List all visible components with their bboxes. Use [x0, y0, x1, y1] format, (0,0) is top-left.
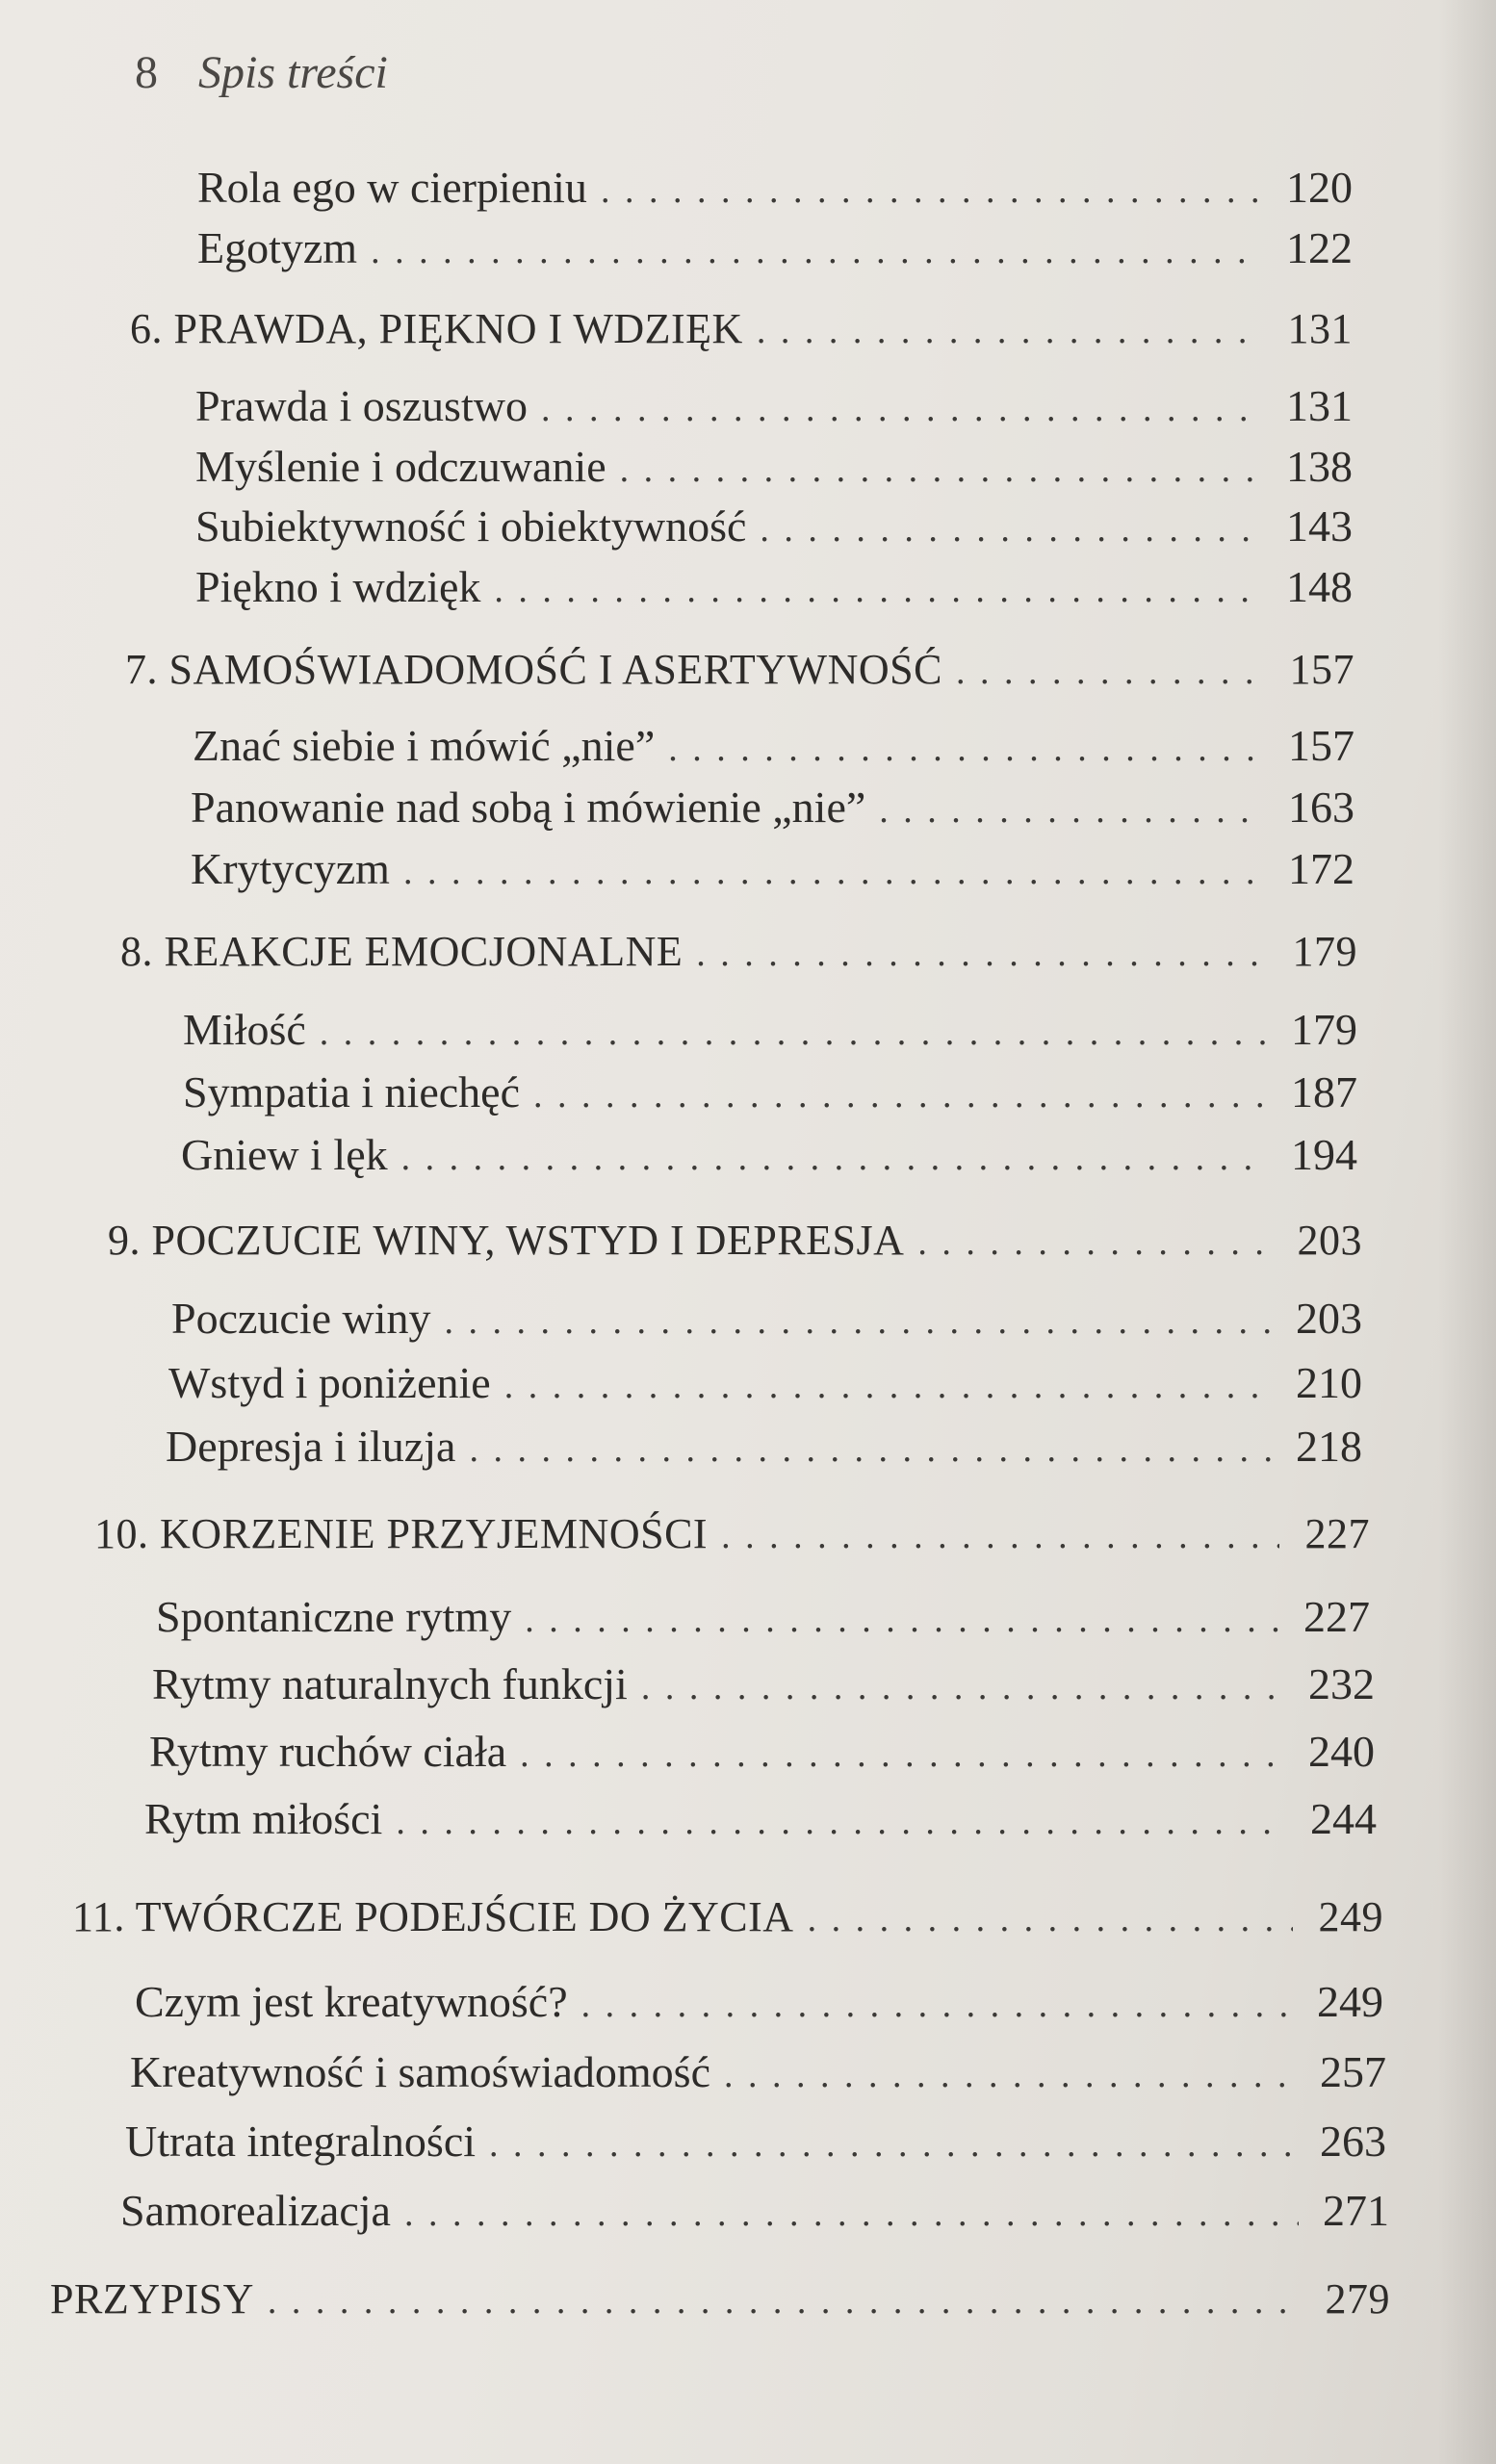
- chapter-page: 249: [1318, 1893, 1383, 1940]
- page-number: 8: [135, 47, 158, 98]
- entry-label: Krytycyzm: [191, 844, 390, 893]
- dot-leader: [956, 653, 1264, 693]
- chapter-page: 227: [1304, 1510, 1370, 1557]
- chapter-label: 8. REAKCJE EMOCJONALNE: [120, 928, 684, 975]
- chapter-page: 179: [1292, 928, 1357, 975]
- entry-label: Egotyzm: [197, 223, 358, 272]
- entry-page: 257: [1320, 2047, 1386, 2096]
- dot-leader: [696, 935, 1267, 975]
- entry-page: 179: [1291, 1005, 1357, 1054]
- entry-label: Depresja i iluzja: [166, 1422, 456, 1471]
- entry-label: Samorealizacja: [120, 2186, 391, 2235]
- entry-page: 244: [1310, 1794, 1377, 1843]
- dot-leader: [808, 1900, 1293, 1940]
- toc-chapter: [94, 1511, 1370, 1557]
- toc-subentry: [191, 783, 1354, 833]
- toc-subentry: [168, 1359, 1362, 1408]
- dot-leader: [520, 1735, 1284, 1776]
- entry-page: 227: [1303, 1592, 1370, 1641]
- entry-page: 172: [1288, 844, 1354, 893]
- chapter-label: 9. POCZUCIE WINY, WSTYD I DEPRESJA: [108, 1217, 905, 1264]
- entry-label: Kreatywność i samoświadomość: [130, 2047, 710, 2096]
- entry-page: 148: [1286, 562, 1353, 611]
- chapter-label: 10. KORZENIE PRZYJEMNOŚCI: [94, 1510, 709, 1557]
- dot-leader: [917, 1223, 1272, 1264]
- toc-subentry: [193, 722, 1354, 771]
- entry-page: 138: [1286, 442, 1353, 491]
- dot-leader: [760, 510, 1262, 551]
- toc-chapter: [130, 306, 1353, 352]
- toc-notes: [50, 2276, 1390, 2323]
- dot-leader: [404, 2194, 1299, 2235]
- dot-leader: [396, 1803, 1286, 1843]
- toc-subentry: [144, 1795, 1377, 1844]
- entry-page: 143: [1286, 501, 1353, 551]
- chapter-label: 6. PRAWDA, PIĘKNO I WDZIĘK: [130, 305, 743, 352]
- chapter-page: 203: [1297, 1217, 1362, 1264]
- entry-label: Utrata integralności: [125, 2117, 477, 2166]
- dot-leader: [504, 1367, 1272, 1407]
- entry-label: Spontaniczne rytmy: [156, 1592, 512, 1641]
- dot-leader: [620, 450, 1262, 491]
- toc-chapter: [125, 647, 1354, 693]
- entry-page: 131: [1286, 381, 1353, 430]
- toc-subentry: [120, 2187, 1389, 2236]
- toc-subentry: [149, 1728, 1375, 1777]
- entry-label: Gniew i lęk: [181, 1130, 388, 1179]
- toc-subentry: [152, 1660, 1375, 1709]
- dot-leader: [668, 730, 1264, 770]
- entry-page: 163: [1288, 783, 1354, 832]
- toc-subentry: [166, 1423, 1362, 1472]
- toc-subentry: [183, 1068, 1357, 1117]
- dot-leader: [724, 2056, 1296, 2096]
- dot-leader: [489, 2125, 1296, 2166]
- toc-subentry: [195, 563, 1353, 612]
- toc-chapter: [120, 929, 1357, 975]
- toc-subentry: [191, 845, 1354, 894]
- running-title: Spis treści: [198, 47, 388, 98]
- entry-label: Panowanie nad sobą i mówienie „nie”: [191, 783, 866, 832]
- dot-leader: [879, 791, 1264, 832]
- entry-page: 249: [1317, 1977, 1383, 2026]
- dot-leader: [581, 1986, 1293, 2026]
- toc-subentry: [197, 224, 1353, 273]
- entry-label: Myślenie i odczuwanie: [195, 442, 606, 491]
- toc-subentry: [195, 502, 1353, 552]
- toc-subentry: [156, 1593, 1370, 1642]
- toc-subentry: [195, 382, 1353, 431]
- dot-leader: [469, 1430, 1272, 1471]
- toc-subentry: [171, 1295, 1362, 1344]
- chapter-label: 11. TWÓRCZE PODEJŚCIE DO ŻYCIA: [72, 1893, 794, 1940]
- running-head: [135, 46, 388, 99]
- toc-subentry: [181, 1131, 1357, 1180]
- entry-page: 271: [1323, 2186, 1389, 2235]
- dot-leader: [403, 853, 1264, 893]
- entry-label: Rytmy naturalnych funkcji: [152, 1659, 628, 1708]
- toc-chapter: [108, 1218, 1362, 1264]
- dot-leader: [541, 390, 1262, 430]
- entry-page: 232: [1308, 1659, 1375, 1708]
- toc-subentry: [197, 164, 1353, 213]
- entry-label: Czym jest kreatywność?: [135, 1977, 568, 2026]
- dot-leader: [401, 1139, 1267, 1179]
- dot-leader: [601, 171, 1262, 212]
- entry-label: Prawda i oszustwo: [195, 381, 528, 430]
- entry-label: Wstyd i poniżenie: [168, 1358, 491, 1407]
- entry-label: Rytm miłości: [144, 1794, 383, 1843]
- toc-subentry: [130, 2048, 1386, 2097]
- entry-page: 240: [1308, 1727, 1375, 1776]
- dot-leader: [494, 571, 1262, 611]
- dot-leader: [445, 1302, 1272, 1343]
- dot-leader: [721, 1517, 1279, 1557]
- entry-page: 187: [1291, 1067, 1357, 1116]
- chapter-page: 157: [1289, 646, 1354, 693]
- entry-label: Rytmy ruchów ciała: [149, 1727, 507, 1776]
- chapter-label: 7. SAMOŚWIADOMOŚĆ I ASERTYWNOŚĆ: [125, 646, 942, 693]
- entry-page: 157: [1288, 721, 1354, 770]
- entry-page: 218: [1296, 1422, 1362, 1471]
- entry-label: Sympatia i niechęć: [183, 1067, 520, 1116]
- toc-subentry: [183, 1006, 1357, 1055]
- entry-label: Znać siebie i mówić „nie”: [193, 721, 656, 770]
- toc-chapter: [72, 1894, 1383, 1940]
- toc-subentry: [135, 1978, 1383, 2027]
- chapter-page: 131: [1287, 305, 1353, 352]
- entry-label: Poczucie winy: [171, 1294, 431, 1343]
- entry-label: Subiektywność i obiektywność: [195, 501, 747, 551]
- entry-label: Miłość: [183, 1005, 306, 1054]
- dot-leader: [533, 1076, 1267, 1116]
- dot-leader: [757, 312, 1262, 352]
- entry-page: 203: [1296, 1294, 1362, 1343]
- entry-page: 194: [1291, 1130, 1357, 1179]
- entry-label: Rola ego w cierpieniu: [197, 163, 587, 212]
- entry-page: 210: [1296, 1358, 1362, 1407]
- notes-label: PRZYPISY: [50, 2275, 254, 2323]
- toc-subentry: [195, 443, 1353, 492]
- entry-page: 263: [1320, 2117, 1386, 2166]
- notes-page: 279: [1325, 2275, 1390, 2323]
- dot-leader: [268, 2282, 1300, 2323]
- entry-page: 120: [1286, 163, 1353, 212]
- dot-leader: [320, 1014, 1267, 1054]
- dot-leader: [371, 232, 1262, 272]
- dot-leader: [525, 1601, 1279, 1641]
- entry-label: Piękno i wdzięk: [195, 562, 481, 611]
- toc-subentry: [125, 2118, 1386, 2167]
- entry-page: 122: [1286, 223, 1353, 272]
- page-shadow: [1438, 0, 1496, 2464]
- dot-leader: [641, 1668, 1284, 1708]
